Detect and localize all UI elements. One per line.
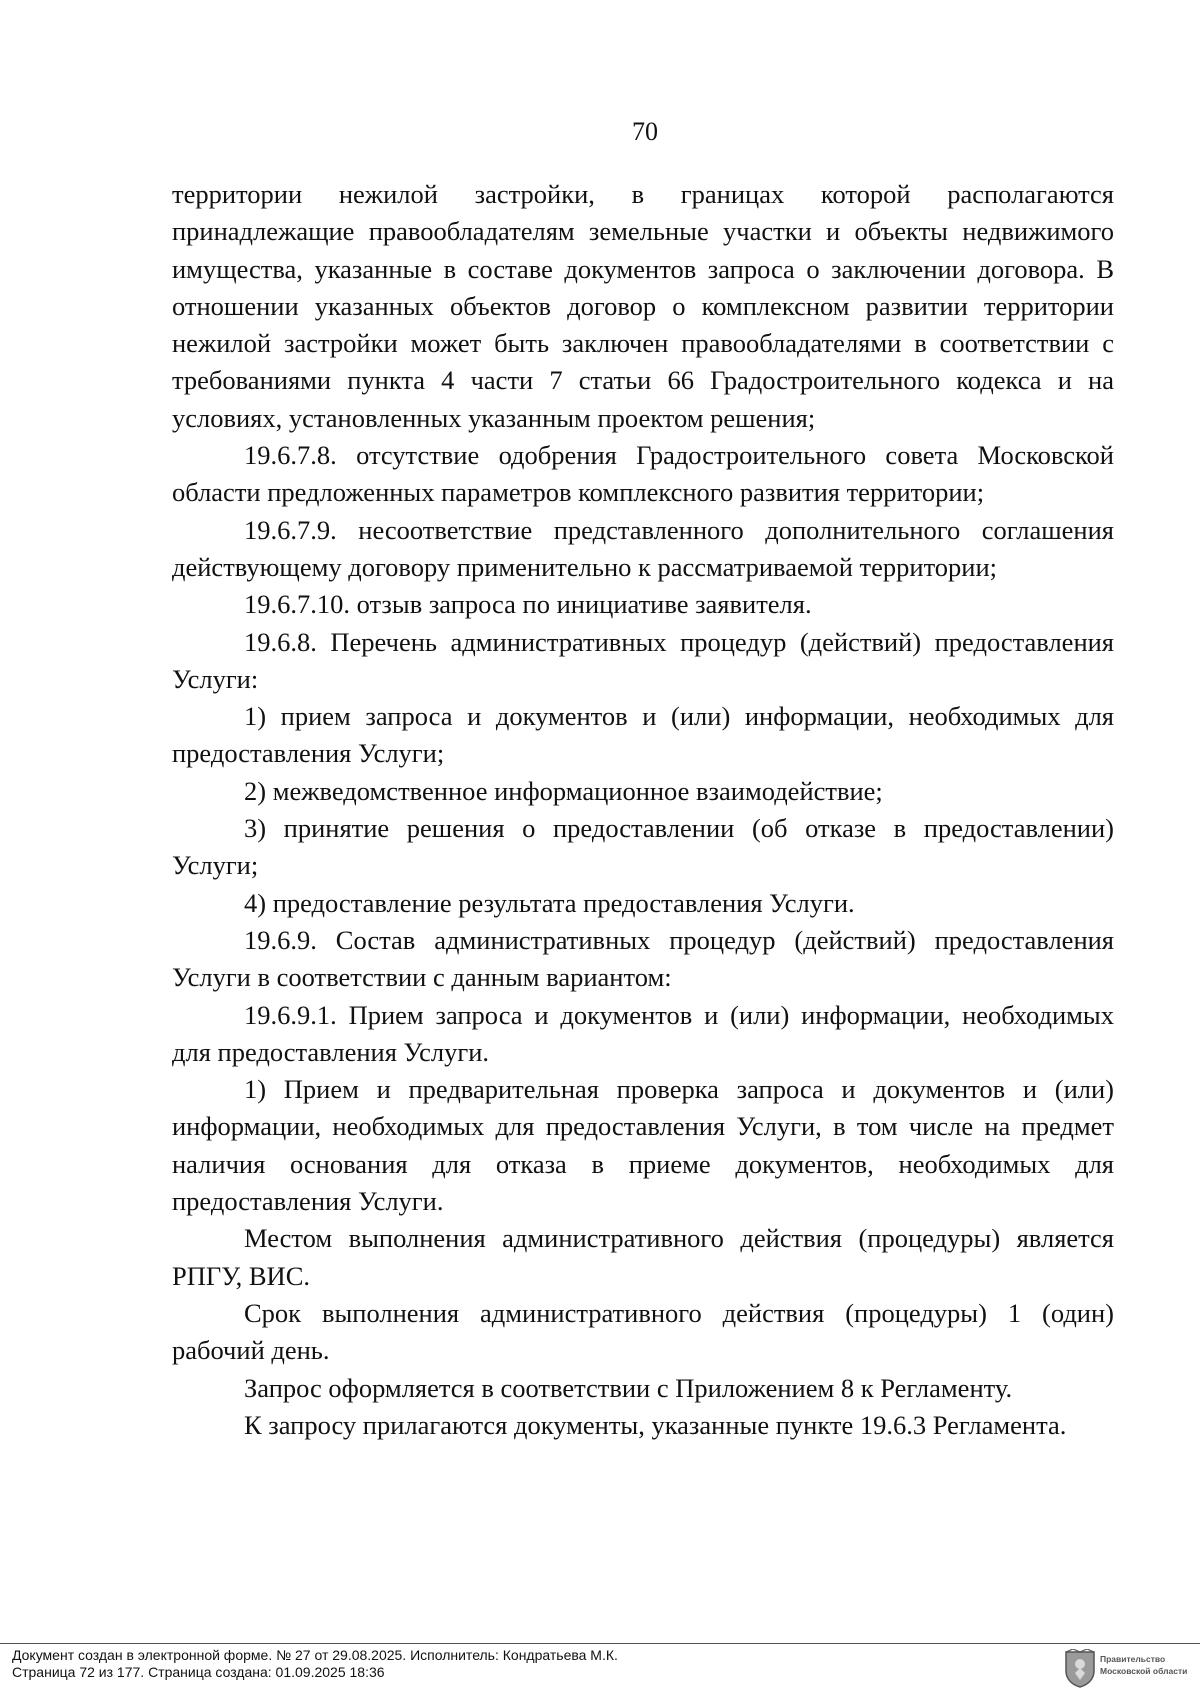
footer-divider [0,1643,1200,1644]
paragraph-request-form: Запрос оформляется в соответствии с Приложением 8 к Регламенту. [244,1372,1013,1403]
paragraph-19-6-7-8: 19.6.7.8. отсутствие одобрения Градостроительного совета Московской области предложенных параметров комплексного развития территории; [172,440,1114,508]
paragraph-attachments: К запросу прилагаются документы, указанные пункте 19.6.3 Регламента. [244,1409,1067,1440]
list-item-2: 2) межведомственное информационное взаимодействие; [244,775,883,806]
page-number: 70 [632,117,658,146]
paragraph-19-6-9-1: 19.6.9.1. Прием запроса и документов и (или) информации, необходимых для предоставления Услуги. [172,999,1114,1067]
paragraph-19-6-9: 19.6.9. Состав административных процедур (действий) предоставления Услуги в соответствии с данным вариантом: [172,924,1114,993]
document-footer [0,1643,1200,1698]
footer-line-document-info: Документ создан в электронной форме. № 27 от 29.08.2025. Исполнитель: Кондратьева М.К. [12,1647,618,1663]
paragraph-19-6-8: 19.6.8. Перечень административных процедур (действий) предоставления Услуги: [172,626,1114,694]
list-item-3: 3) принятие решения о предоставлении (об отказе в предоставлении) Услуги; [172,813,1114,881]
emblem-caption-line-2: Московской области [1100,1666,1188,1676]
list-item-1: 1) прием запроса и документов и (или) информации, необходимых для предоставления Услуги; [172,701,1114,769]
moscow-oblast-coat-of-arms-icon [1063,1649,1097,1689]
document-body [172,176,1114,1444]
paragraph-place: Местом выполнения административного действия (процедуры) является РПГУ, ВИС. [172,1223,1114,1291]
footer-text [12,1647,618,1681]
paragraph-reception-check: 1) Прием и предварительная проверка запроса и документов и (или) информации, необходимых для предоставления Услуги, в том числе на предмет наличия основания для отказа в приеме документов, необходимых для предоставления Услуги. [172,1074,1114,1217]
emblem-caption [1100,1653,1195,1677]
list-item-4: 4) предоставление результата предоставления Услуги. [244,887,855,918]
footer-line-page-info: Страница 72 из 177. Страница создана: 01.09.2025 18:36 [12,1664,385,1680]
paragraph-term: Срок выполнения административного действия (процедуры) 1 (один) рабочий день. [172,1297,1114,1366]
paragraph-19-6-7-9: 19.6.7.9. несоответствие представленного дополнительного соглашения действующему договору применительно к рассматриваемой территории; [172,514,1114,582]
emblem-caption-line-1: Правительство [1100,1654,1166,1664]
paragraph-continuation: территории нежилой застройки, в границах которой располагаются принадлежащие правообладателям земельные участки и объекты недвижимого имущества, указанные в составе документов запроса о заключении договора. В отношении указанных объектов договор о комплексном развитии территории нежилой застройки может быть заключен правообладателями в соответствии с требованиями пункта 4 части 7 статьи 66 Градостроительного кодекса и на условиях, установленных указанным проектом решения; [172,179,1114,433]
paragraph-19-6-7-10: 19.6.7.10. отзыв запроса по инициативе заявителя. [244,589,812,620]
